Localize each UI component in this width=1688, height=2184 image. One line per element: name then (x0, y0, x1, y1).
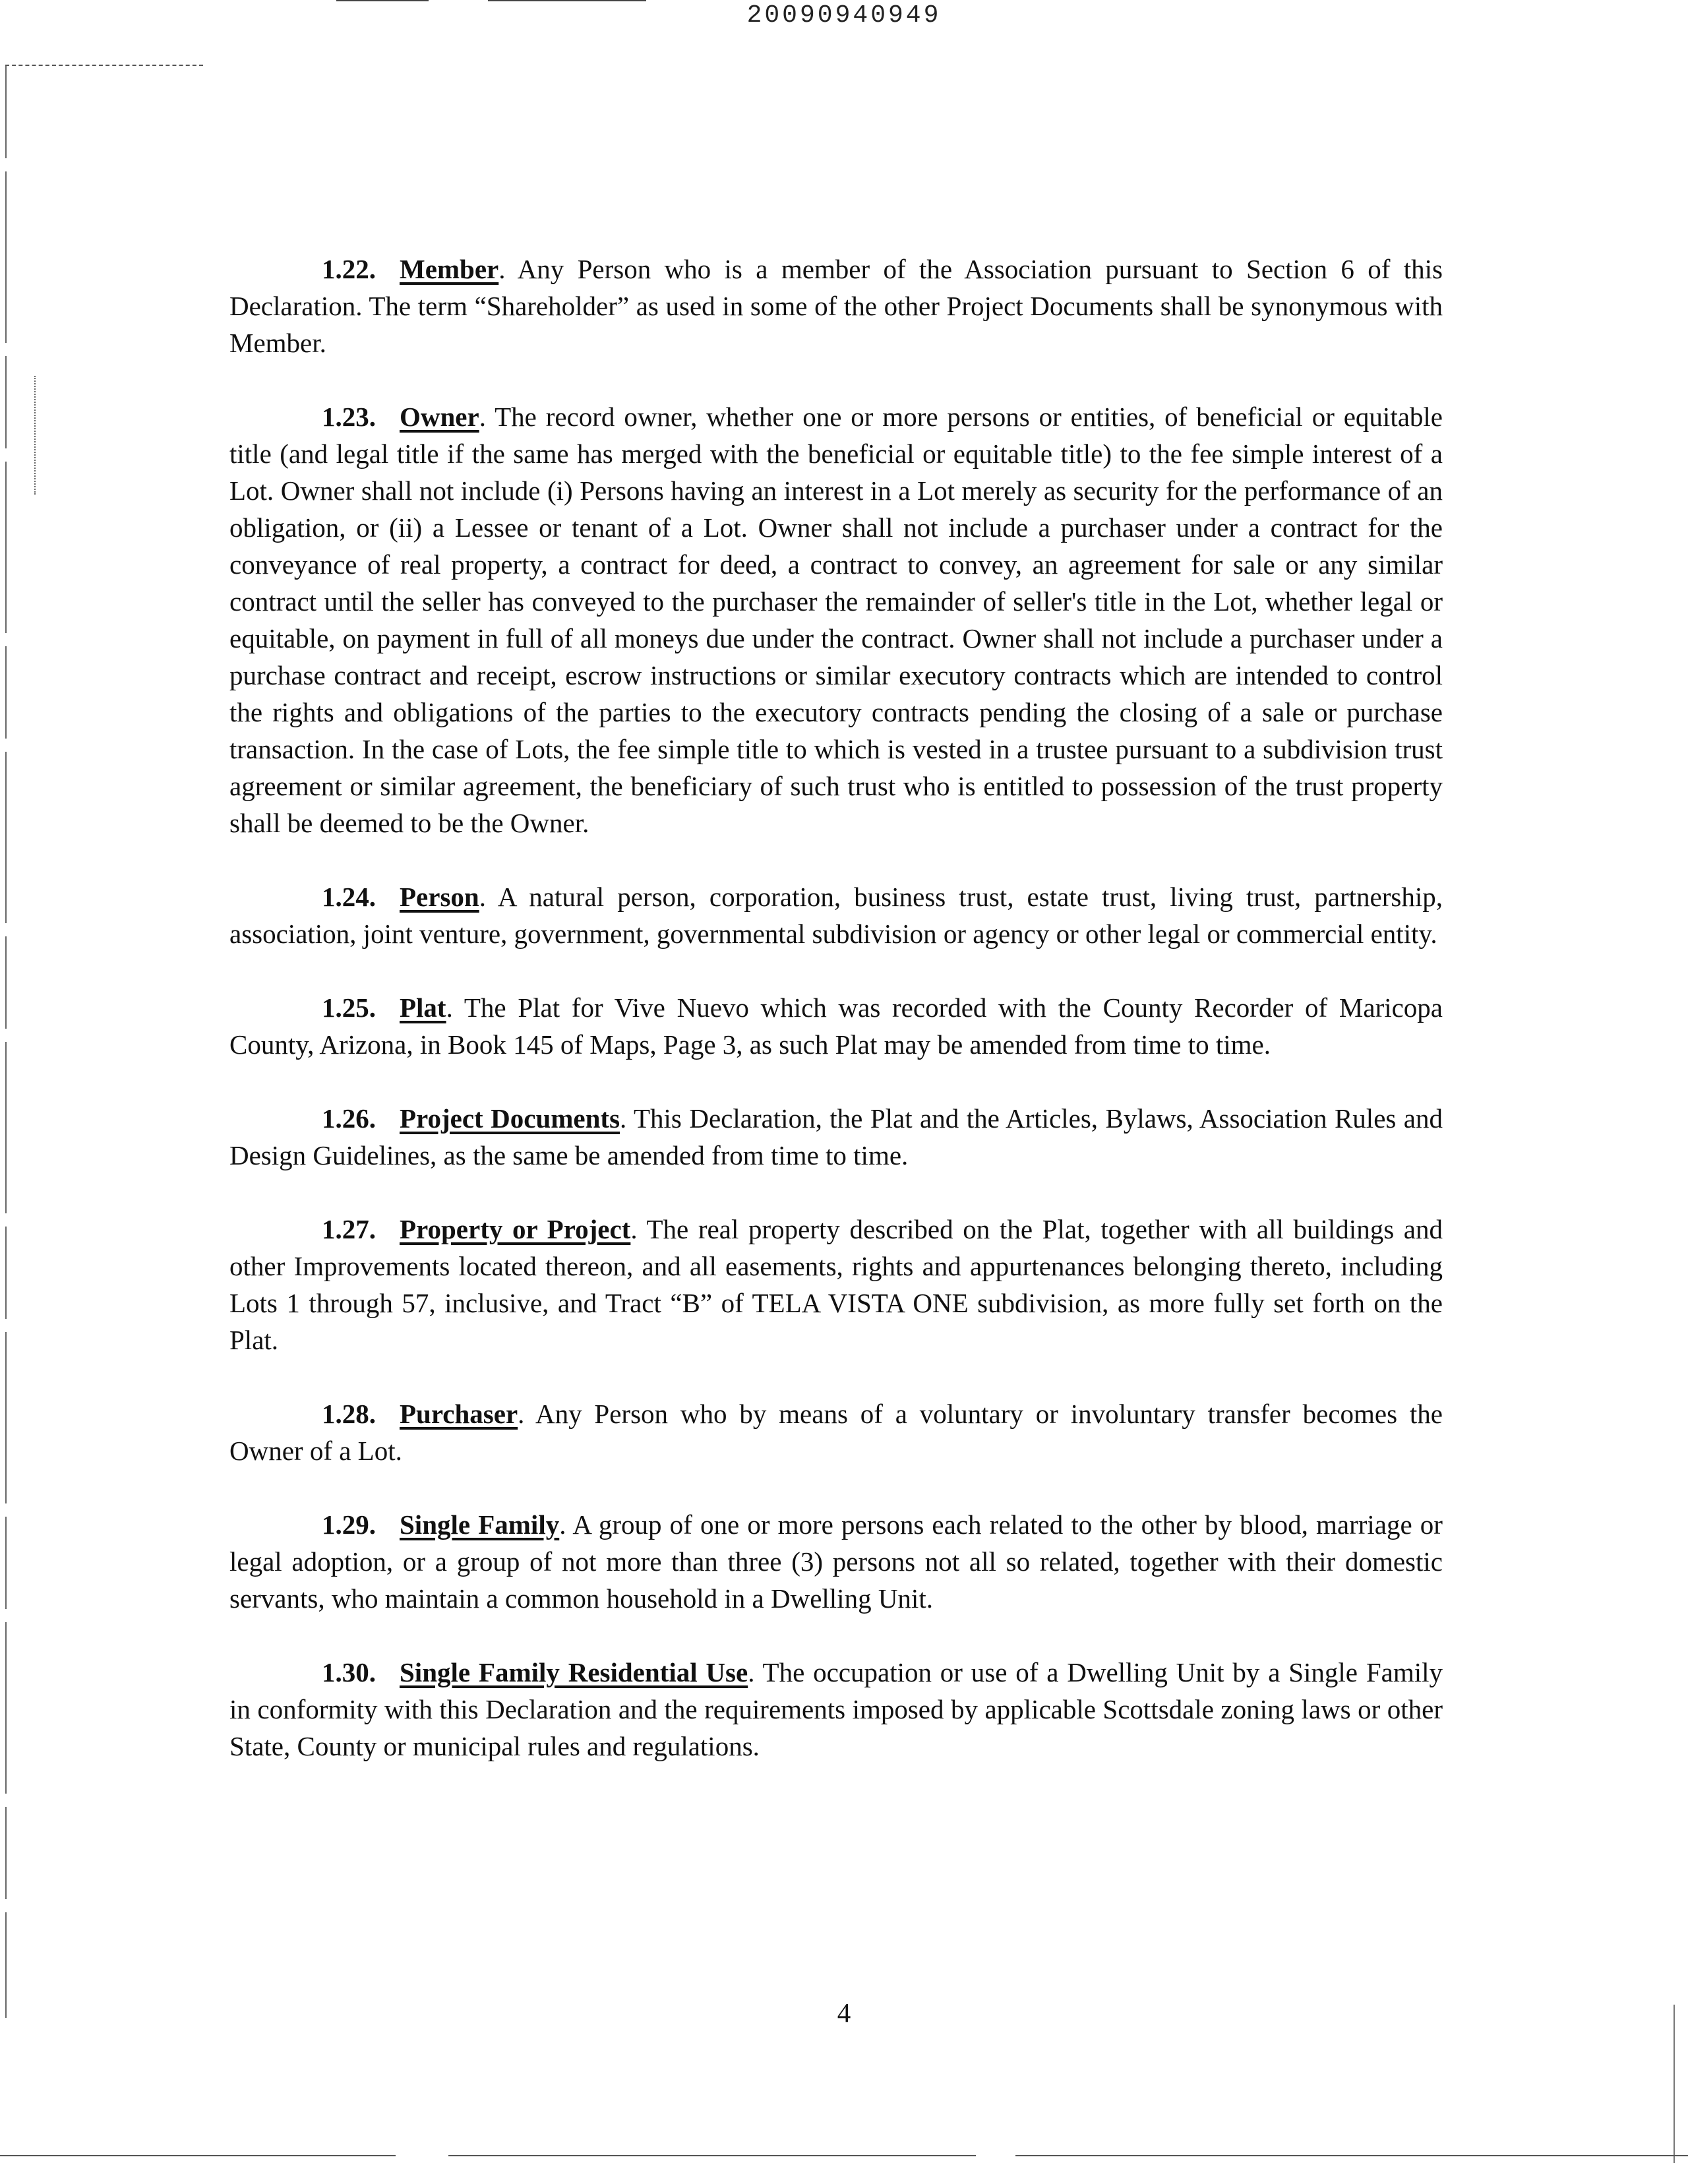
clause-term-punct: . (479, 402, 486, 432)
clause-number: 1.24. (322, 882, 376, 912)
clause-text: The Plat for Vive Nuevo which was recorded with the County Recorder of Maricopa County, Arizona, in Book 145 of Maps, Page 3, as such Plat may be amended from time to time. (229, 992, 1443, 1060)
clause-number: 1.27. (322, 1214, 376, 1244)
clause-term: Single Family (400, 1509, 560, 1540)
clause-term: Single Family Residential Use (400, 1657, 748, 1687)
clause-term-punct: . (748, 1657, 755, 1687)
clause-text: The real property described on the Plat, together with all buildings and other Improvements located thereon, and all easements, rights and appurtenances belonging thereto, including Lots 1 through 57, inclusive, and Tract “B” of TELA VISTA ONE subdivision, as more fully set forth on the Plat. (229, 1214, 1443, 1355)
clause-number: 1.23. (322, 402, 376, 432)
clause-term-punct: . (630, 1214, 638, 1244)
clause-1-25 (229, 989, 1443, 1063)
clause-number: 1.25. (322, 992, 376, 1023)
clause-term-punct: . (620, 1103, 627, 1134)
clause-number: 1.29. (322, 1509, 376, 1540)
clause-1-27 (229, 1211, 1443, 1358)
clause-number: 1.30. (322, 1657, 376, 1687)
clause-number: 1.26. (322, 1103, 376, 1134)
clause-term-punct: . (498, 254, 506, 284)
clause-1-23 (229, 398, 1443, 841)
clause-term-punct: . (518, 1399, 525, 1429)
page-number: 4 (837, 1997, 851, 2028)
clause-term: Purchaser (400, 1399, 518, 1429)
scan-bottom-rule (0, 2155, 1688, 2156)
clause-number: 1.28. (322, 1399, 376, 1429)
scan-margin-line (5, 65, 203, 66)
scan-margin-line (1673, 2005, 1675, 2163)
clause-term: Member (400, 254, 499, 284)
clause-1-29 (229, 1506, 1443, 1617)
clause-term: Property or Project (400, 1214, 631, 1244)
clause-1-24 (229, 878, 1443, 952)
clause-text: The record owner, whether one or more persons or entities, of beneficial or equitable title (and legal title if the same has merged with the beneficial or equitable title) to the fee simple interest of a Lot. Owner shall not include (i) Persons having an interest in a Lot merely as security for the performance of an obligation, or (ii) a Lessee or tenant of a Lot. Owner shall not include a purchaser under a contract for the conveyance of real property, a contract for deed, a contract to convey, an agreement for sale or any similar contract until the seller has conveyed to the purchaser the remainder of seller's title in the Lot, whether legal or equitable, on payment in full of all moneys due under the contract. Owner shall not include a purchaser under a purchase contract and receipt, escrow instructions or similar executory contracts which are intended to control the rights and obligations of the parties to the executory contracts pending the closing of a sale or purchase transaction. In the case of Lots, the fee simple title to which is vested in a trustee pursuant to a subdivision trust agreement or similar agreement, the beneficiary of such trust who is entitled to possession of the trust property shall be deemed to be the Owner. (229, 402, 1443, 838)
clause-term: Owner (400, 402, 479, 432)
clause-term: Plat (400, 992, 446, 1023)
clause-term: Person (400, 882, 479, 912)
clause-1-30 (229, 1654, 1443, 1765)
document-number: 20090940949 (746, 1, 942, 30)
clause-1-28 (229, 1395, 1443, 1469)
clause-text: A natural person, corporation, business trust, estate trust, living trust, partnership, association, joint venture, government, governmental subdivision or agency or other legal or commercial entity. (229, 882, 1443, 949)
document-body (229, 251, 1443, 1802)
clause-term-punct: . (479, 882, 486, 912)
clause-term-punct: . (446, 992, 453, 1023)
clause-1-22 (229, 251, 1443, 361)
clause-text: A group of one or more persons each related to the other by blood, marriage or legal adoption, or a group of not more than three (3) persons not all so related, together with their domestic servants, who maintain a common household in a Dwelling Unit. (229, 1509, 1443, 1614)
clause-text: Any Person who is a member of the Association pursuant to Section 6 of this Declaration. The term “Shareholder” as used in some of the other Project Documents shall be synonymous with Member. (229, 254, 1443, 358)
clause-term: Project Documents (400, 1103, 620, 1134)
clause-text: The occupation or use of a Dwelling Unit by a Single Family in conformity with this Declaration and the requirements imposed by applicable Scottsdale zoning laws or other State, County or municipal rules and regulations. (229, 1657, 1443, 1761)
clause-number: 1.22. (322, 254, 376, 284)
clause-text: This Declaration, the Plat and the Articles, Bylaws, Association Rules and Design Guidelines, as the same be amended from time to time. (229, 1103, 1443, 1170)
clause-term-punct: . (559, 1509, 566, 1540)
clause-text: Any Person who by means of a voluntary or involuntary transfer becomes the Owner of a Lot. (229, 1399, 1443, 1466)
scan-margin-line (5, 66, 7, 2018)
scan-margin-marks (34, 376, 49, 495)
clause-1-26 (229, 1100, 1443, 1174)
